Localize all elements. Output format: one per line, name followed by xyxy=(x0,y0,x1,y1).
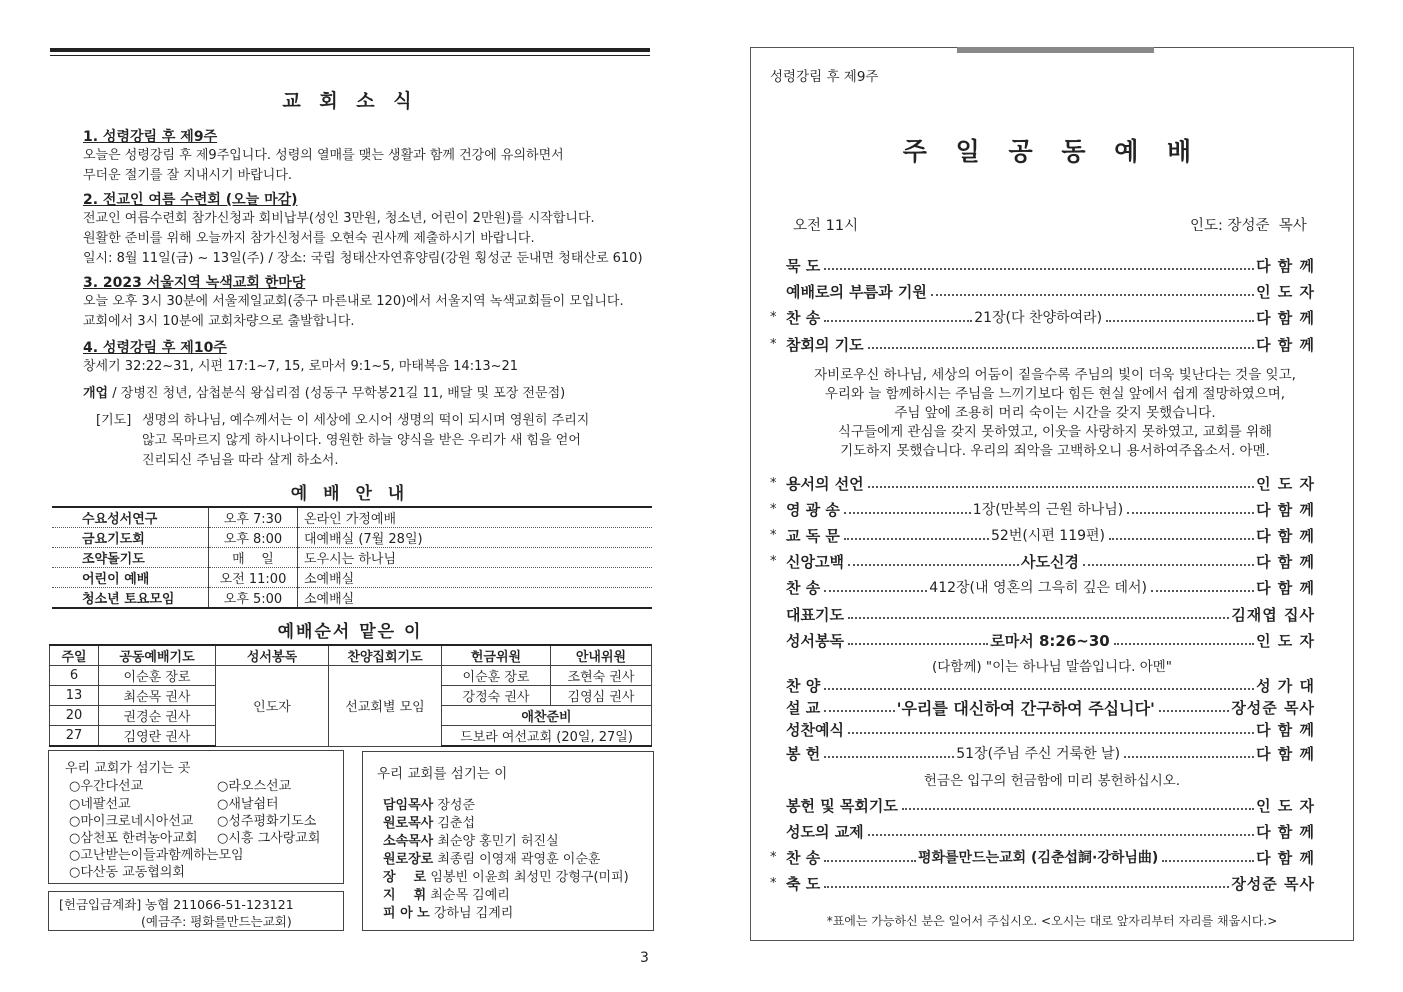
order-name: 교 독 문 xyxy=(786,526,840,545)
leader-dots xyxy=(844,538,989,540)
staff-list xyxy=(383,794,629,920)
news-line: 원활한 준비를 위해 오늘까지 참가신청서를 오현숙 권사께 제출하시기 바랍니다. xyxy=(83,231,535,246)
order-who: 김재엽 집사 xyxy=(1231,605,1315,624)
table-row xyxy=(52,568,652,588)
leader-dots xyxy=(824,320,972,322)
order-name: 성찬예식 xyxy=(786,720,844,739)
table-header-row xyxy=(50,645,652,666)
table-row xyxy=(50,666,652,686)
leader-dots xyxy=(848,617,1229,619)
opening-text: / 장병진 청년, 삼첩분식 왕십리점 (성동구 무학봉21길 11, 배달 및 포장 전문점) xyxy=(112,386,566,401)
staff-names: 최순목 김예리 xyxy=(430,888,510,903)
order-who: 다 함 께 xyxy=(1256,308,1316,327)
order-name: 예배로의 부름과 기원 xyxy=(786,282,927,301)
order-detail: 사도신경 xyxy=(1021,552,1080,571)
schedule-name: 수요성서연구 xyxy=(52,507,209,528)
order-who: 다 함 께 xyxy=(1256,552,1316,571)
leader-dots xyxy=(824,886,1229,888)
season-label: 성령강림 후 제9주 xyxy=(770,69,879,85)
news-heading-2: 2. 전교인 여름 수련회 (오늘 마감) xyxy=(83,192,298,208)
order-who: 다 함 께 xyxy=(1256,500,1316,519)
order-name: 대표기도 xyxy=(786,605,844,624)
order-row xyxy=(770,472,1315,494)
schedule-place: 대예배실 (7월 28일) xyxy=(298,528,653,548)
order-name: 용서의 선언 xyxy=(786,474,864,493)
news-line: 오늘 오후 3시 30분에 서울제일교회(중구 마른내로 120)에서 서울지역 녹색교회들이 모입니다. xyxy=(83,294,624,309)
reading-response: (다함께) "이는 하나님 말씀입니다. 아멘" xyxy=(931,659,1173,675)
leader-dots xyxy=(844,512,971,514)
confession-line: 자비로우신 하나님, 세상의 어둠이 짙을수록 주님의 빛이 더욱 빛난다는 것을 잊고, xyxy=(814,367,1296,383)
missions-title: 우리 교회가 섬기는 곳 xyxy=(65,761,191,776)
stand-mark: * xyxy=(770,849,777,865)
prayer-line: 진리되신 주님을 따라 살게 하소서. xyxy=(142,453,339,468)
top-gray-bar xyxy=(957,47,1154,53)
stand-mark: * xyxy=(770,553,777,569)
leader-dots xyxy=(1159,710,1229,712)
leader-dots xyxy=(868,486,1254,488)
staff-role: 원로목사 xyxy=(383,816,434,831)
order-who: 인 도 자 xyxy=(1256,282,1315,301)
confession-prayer xyxy=(760,366,1350,461)
schedule-time: 오전 11:00 xyxy=(209,568,298,588)
week-cell: 6 xyxy=(50,666,99,686)
col-header: 공동예배기도 xyxy=(99,645,216,666)
leader-dots xyxy=(824,268,1254,270)
order-who: 인 도 자 xyxy=(1256,631,1315,650)
schedule-place: 온라인 가정예배 xyxy=(298,507,653,528)
usher-cell: 김영심 권사 xyxy=(551,686,652,706)
worship-leader: 인도: 장성준 목사 xyxy=(1190,218,1307,234)
leader-dots xyxy=(1106,320,1254,322)
staff-role: 장 로 xyxy=(383,870,427,885)
schedule-time: 오후 7:30 xyxy=(209,507,298,528)
sermon-title: '우리를 대신하여 간구하여 주십니다' xyxy=(896,698,1155,718)
leader-dots xyxy=(1124,756,1254,758)
order-row xyxy=(770,498,1315,520)
stand-mark: * xyxy=(770,475,777,491)
order-who: 다 함 께 xyxy=(1256,720,1315,739)
order-name: 설 교 xyxy=(786,698,821,717)
offering-cell: 이순훈 장로 xyxy=(442,666,551,686)
order-who: 다 함 께 xyxy=(1256,335,1315,354)
staff-names: 강하님 김계리 xyxy=(433,906,514,921)
account-number: [헌금입금계좌] 농협 211066-51-123121 xyxy=(59,897,294,912)
stand-mark: * xyxy=(770,527,777,543)
leader-dots xyxy=(1162,860,1254,862)
order-row xyxy=(770,524,1315,546)
order-name: 참회의 기도 xyxy=(786,335,864,354)
news-line: 전교인 여름수련회 참가신청과 회비납부(성인 3만원, 청소년, 어린이 2만원)를 시작합니다. xyxy=(83,211,595,226)
table-row xyxy=(52,528,652,548)
duty-title: 예배순서 맡은 이 xyxy=(277,622,423,642)
order-row xyxy=(770,333,1315,355)
mission-item: ○시흥 그사랑교회 xyxy=(217,831,321,846)
order-who: 다 함 께 xyxy=(1256,822,1315,841)
news-line: 교회에서 3시 10분에 교회차량으로 출발합니다. xyxy=(83,314,355,329)
order-row xyxy=(770,280,1315,302)
order-who: 장성준 목사 xyxy=(1231,874,1315,893)
col-header: 주일 xyxy=(50,645,99,666)
mission-item: ○고난받는이들과함께하는모임 xyxy=(69,848,244,863)
order-row xyxy=(770,820,1315,842)
offering-note: 헌금은 입구의 헌금함에 미리 봉헌하십시오. xyxy=(923,773,1181,789)
order-detail: 412장(내 영혼의 그윽히 깊은 데서) xyxy=(929,580,1148,596)
staff-role: 소속목사 xyxy=(383,834,434,849)
confession-line: 주님 앞에 조용히 머리 숙이는 시간을 갖지 못했습니다. xyxy=(894,405,1216,421)
order-name: 봉헌 및 목회기도 xyxy=(786,796,898,815)
staff-role: 담임목사 xyxy=(383,798,434,813)
table-row xyxy=(52,548,652,568)
mission-item: ○다산동 교동협의회 xyxy=(69,865,185,880)
mission-item: ○마이크로네시아선교 xyxy=(69,814,194,829)
news-line: 창세기 32:22~31, 시편 17:1~7, 15, 로마서 9:1~5, 마태복음 14:13~21 xyxy=(83,359,519,374)
order-name: 신앙고백 xyxy=(786,552,844,571)
staff-role: 지 휘 xyxy=(383,888,427,903)
week-cell: 27 xyxy=(50,726,99,747)
mission-item: ○성주평화기도소 xyxy=(217,814,317,829)
order-row xyxy=(770,254,1315,276)
col-header: 성서봉독 xyxy=(216,645,329,666)
top-rule-thick xyxy=(50,48,650,52)
prayer-label: [기도] xyxy=(96,413,132,428)
staff-row xyxy=(383,794,629,812)
order-detail: 51장(주님 주신 거룩한 날) xyxy=(956,746,1121,762)
table-row xyxy=(52,588,652,609)
offering-cell: 강정숙 권사 xyxy=(442,686,551,706)
order-row xyxy=(770,872,1315,894)
leader-dots xyxy=(824,756,954,758)
order-name: 찬 송 xyxy=(786,308,821,327)
mission-item: ○삼천포 한려농아교회 xyxy=(69,831,198,846)
order-who: 다 함 께 xyxy=(1256,744,1315,763)
order-who: 인 도 자 xyxy=(1256,474,1315,493)
praise-cell: 선교회별 모임 xyxy=(329,666,442,747)
staff-row xyxy=(383,884,629,902)
order-who: 다 함 께 xyxy=(1256,526,1316,545)
meal-title-cell: 애찬준비 xyxy=(442,706,652,726)
order-who: 성 가 대 xyxy=(1256,676,1315,695)
schedule-table xyxy=(52,506,652,609)
leader-dots xyxy=(1114,643,1254,645)
order-name: 성서봉독 xyxy=(786,631,844,650)
leader-dots xyxy=(1127,512,1254,514)
order-name: 축 도 xyxy=(786,874,821,893)
mission-item: ○우간다선교 xyxy=(69,779,144,794)
staff-row xyxy=(383,812,629,830)
meal-cell: 드보라 여선교회 (20일, 27일) xyxy=(442,726,652,747)
stand-mark: * xyxy=(770,501,777,517)
order-row xyxy=(770,794,1315,816)
order-row xyxy=(770,603,1315,625)
prayer-cell: 권경순 권사 xyxy=(99,706,216,726)
prayer-block xyxy=(96,411,656,471)
leader-dots xyxy=(824,590,927,592)
staff-names: 장성준 xyxy=(437,798,476,813)
leader-dots xyxy=(848,564,1019,566)
schedule-name: 금요기도회 xyxy=(52,528,209,548)
leader-dots xyxy=(848,732,1254,734)
staff-names: 임봉빈 이윤희 최성민 강형구(미피) xyxy=(430,870,629,885)
schedule-place: 소예배실 xyxy=(298,568,653,588)
usher-cell: 조현숙 권사 xyxy=(551,666,652,686)
order-name: 영 광 송 xyxy=(786,500,840,519)
top-rule-thin xyxy=(50,55,650,56)
staff-role: 원로장로 xyxy=(383,852,434,867)
order-who: 장성준 목사 xyxy=(1231,698,1315,717)
order-detail: 1장(만복의 근원 하나님) xyxy=(972,502,1124,518)
order-who: 다 함 께 xyxy=(1256,578,1316,597)
staff-row xyxy=(383,830,629,848)
col-header: 안내위원 xyxy=(551,645,652,666)
news-section xyxy=(83,126,653,404)
week-cell: 13 xyxy=(50,686,99,706)
prayer-cell: 김영란 권사 xyxy=(99,726,216,747)
order-row xyxy=(770,718,1315,740)
stand-mark: * xyxy=(770,309,777,325)
account-box xyxy=(48,891,344,931)
news-heading-3: 3. 2023 서울지역 녹색교회 한마당 xyxy=(83,275,306,291)
order-name: 찬 송 xyxy=(786,848,821,867)
schedule-time: 오후 5:00 xyxy=(209,588,298,609)
schedule-time: 매 일 xyxy=(209,548,298,568)
staff-names: 최순양 홍민기 허진실 xyxy=(437,834,559,849)
prayer-cell: 이순훈 장로 xyxy=(99,666,216,686)
staff-box xyxy=(362,751,654,931)
news-line: 일시: 8월 11일(금) ~ 13일(주) / 장소: 국립 청태산자연휴양림(강원 횡성군 둔내면 청태산로 610) xyxy=(83,251,643,266)
order-name: 찬 양 xyxy=(786,676,821,695)
stand-mark: * xyxy=(770,875,777,891)
mission-item: ○네팔선교 xyxy=(69,797,131,812)
staff-row xyxy=(383,848,629,866)
worship-title: 주 일 공 동 예 배 xyxy=(902,137,1202,166)
page-number: 3 xyxy=(640,950,649,966)
order-who: 다 함 께 xyxy=(1256,848,1316,867)
order-name: 봉 헌 xyxy=(786,744,821,763)
prayer-line: 않고 목마르지 않게 하시나이다. 영원한 하늘 양식을 받은 우리가 새 힘을 얻어 xyxy=(142,433,581,448)
staff-title: 우리 교회를 섬기는 이 xyxy=(377,766,508,782)
confession-line: 우리와 늘 함께하시는 주님을 느끼기보다 힘든 현실 앞에서 쉽게 절망하였으며, xyxy=(824,386,1286,402)
order-row xyxy=(770,576,1315,598)
order-detail: 52번(시편 119편) xyxy=(991,528,1106,544)
order-name: 성도의 교제 xyxy=(786,822,864,841)
order-row xyxy=(770,306,1315,328)
order-row xyxy=(770,674,1315,696)
order-who: 다 함 께 xyxy=(1256,256,1315,275)
staff-names: 최종림 이영재 곽영훈 이순훈 xyxy=(437,852,601,867)
stand-mark: * xyxy=(770,336,777,352)
leader-dots xyxy=(1083,564,1254,566)
leader-dots xyxy=(824,688,1254,690)
staff-row xyxy=(383,902,629,920)
col-header: 헌금위원 xyxy=(442,645,551,666)
confession-line: 식구들에게 관심을 갖지 못하였고, 이웃을 사랑하지 못하였고, 교회를 위해 xyxy=(837,424,1273,440)
schedule-title: 예 배 안 내 xyxy=(290,484,410,504)
order-row xyxy=(770,696,1315,718)
staff-names: 김춘섭 xyxy=(437,816,476,831)
leader-dots xyxy=(1109,538,1254,540)
prayer-cell: 최순목 권사 xyxy=(99,686,216,706)
missions-box xyxy=(48,750,344,884)
leader-dots xyxy=(868,834,1254,836)
order-name: 묵 도 xyxy=(786,256,821,275)
order-detail: 평화를만드는교회 (김춘섭詞·강하님曲) xyxy=(917,850,1159,866)
order-who: 인 도 자 xyxy=(1256,796,1315,815)
opening-label: 개업 xyxy=(83,386,109,401)
schedule-name: 조약돌기도 xyxy=(52,548,209,568)
leader-dots xyxy=(902,808,1254,810)
news-line: 무더운 절기를 잘 지내시기 바랍니다. xyxy=(83,168,293,183)
leader-dots xyxy=(931,294,1254,296)
leader-dots xyxy=(848,643,988,645)
news-title: 교 회 소 식 xyxy=(282,90,418,112)
reading-cell: 인도자 xyxy=(216,666,329,747)
staff-row xyxy=(383,866,629,884)
leader-dots xyxy=(1151,590,1254,592)
order-row xyxy=(770,629,1315,651)
schedule-name: 청소년 토요모임 xyxy=(52,588,209,609)
opening-notice xyxy=(83,384,653,404)
leader-dots xyxy=(824,860,916,862)
leader-dots xyxy=(824,710,894,712)
order-detail: 로마서 8:26~30 xyxy=(990,631,1110,650)
schedule-time: 오후 8:00 xyxy=(209,528,298,548)
order-row xyxy=(770,846,1315,868)
schedule-place: 소예배실 xyxy=(298,588,653,609)
schedule-name: 어린이 예배 xyxy=(52,568,209,588)
news-heading-1: 1. 성령강림 후 제9주 xyxy=(83,129,218,145)
footnote: *표에는 가능하신 분은 일어서 주십시오. <오시는 대로 앞자리부터 자리를 채웁시다.> xyxy=(826,914,1278,928)
staff-role: 피 아 노 xyxy=(383,906,430,921)
order-detail: 21장(다 찬양하여라) xyxy=(974,310,1103,326)
account-holder: (예금주: 평화를만드는교회) xyxy=(141,914,292,929)
mission-item: ○새날쉼터 xyxy=(217,797,279,812)
leader-dots xyxy=(868,347,1254,349)
prayer-line: 생명의 하나님, 예수께서는 이 세상에 오시어 생명의 떡이 되시며 영원히 주리지 xyxy=(142,413,590,428)
order-row xyxy=(770,742,1315,764)
order-row xyxy=(770,550,1315,572)
mission-item: ○라오스선교 xyxy=(217,779,292,794)
news-line: 오늘은 성령강림 후 제9주입니다. 성령의 열매를 맺는 생활과 함께 건강에 유의하면서 xyxy=(83,148,564,163)
worship-time: 오전 11시 xyxy=(793,218,859,234)
week-cell: 20 xyxy=(50,706,99,726)
news-heading-4: 4. 성령강림 후 제10주 xyxy=(83,340,227,356)
order-name: 찬 송 xyxy=(786,578,821,597)
duty-table xyxy=(49,644,652,747)
schedule-place: 도우시는 하나님 xyxy=(298,548,653,568)
confession-line: 기도하지 못했습니다. 우리의 죄악을 고백하오니 용서하여주옵소서. 아멘. xyxy=(840,443,1270,459)
table-row xyxy=(52,507,652,528)
col-header: 찬양집회기도 xyxy=(329,645,442,666)
